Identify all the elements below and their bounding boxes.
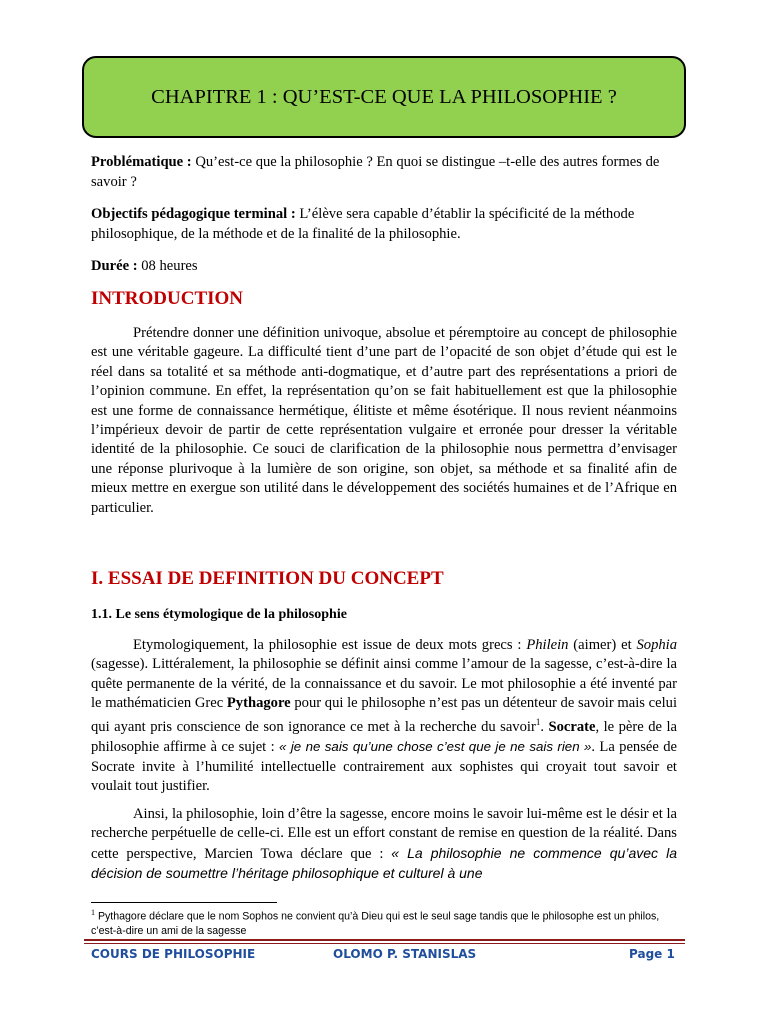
section-1-paragraph-1: Etymologiquement, la philosophie est issue de deux mots grecs : Philein (aimer) et Sophia (sagesse). Littéralement, la philosophie se définit ainsi comme l’amour de la sagesse, c’est-à-dire la quête permanente de la vérité, de la connaissance et du savoir. Le mot philosophie a été inventé par le mathématicien Grec Pythagore pour qui le philosophe n’est pas un détenteur de savoir mais celui qui ayant pris conscience de son ignorance ce met à la recherche du savoir$^1$. Socrate, le père de la philosophie affirme à ce sujet : « je ne sais qu’une chose c’est que je ne sais rien ». La pensée de Socrate invite à l’humilité intellectuelle contrairement aux sophistes qui croyait tout savoir et voulait tout justifier.	[91, 637, 678, 794]
section-1-1-subheading: 1.1. Le sens étymologique de la philosophie	[91, 607, 347, 622]
objectifs	[91, 205, 677, 244]
footnote-marker: 1	[91, 908, 95, 917]
footer-page-number: Page 1	[629, 947, 675, 961]
duree-label: Durée :	[91, 258, 138, 274]
duree-text: 08 heures	[137, 258, 198, 274]
section-1-heading: I. ESSAI DE DEFINITION DU CONCEPT	[91, 568, 444, 589]
name-pythagore: Pythagore	[226, 694, 291, 711]
objectifs-text: L’élève sera capable d’établir la spécificité de la méthode philosophique, de la méthode et de la finalité de la philosophie.	[91, 206, 635, 242]
name-socrate: Socrate	[548, 719, 596, 736]
socrate-quote: « je ne sais qu’une chose c’est que je ne sais rien »	[279, 739, 592, 755]
duree	[91, 257, 677, 277]
footer-rule-thick	[84, 939, 685, 941]
chapter-title-box	[82, 56, 686, 138]
towa-quote: « La philosophie ne commence qu’avec la décision de soumettre l’héritage philosophique et culturel à une	[91, 844, 677, 881]
section-1-paragraph-2: Ainsi, la philosophie, loin d’être la sagesse, encore moins le savoir lui-même est le désir et la recherche perpétuelle de celle-ci. Elle est un effort constant de remise en question de la réalité. Dans cette perspective, Marcien Towa déclare que : « La philosophie ne commence qu’avec la décision de soumettre l’héritage philosophique et culturel à une	[91, 806, 677, 881]
introduction-paragraph: Prétendre donner une définition univoque, absolue et péremptoire au concept de philosophie est une véritable gageure. La difficulté tient d’une part de l’opacité de son objet d’étude qui est le réel dans sa totalité et sa méthode anti-dogmatique, et d’autre part des représentations a priori de l’opinion commune. En effet, la représentation qu’on se fait habituellement est que la philosophie est une forme de connaissance hermétique, élitiste et même ésotérique. Il nous revient néanmoins l’impérieux devoir de partir de cette représentation vulgaire et erronée pour dresser la véritable identité de la philosophie. Ce souci de clarification de la philosophie nous permettra d’envisager une réponse plurivoque à la lumière de son origine, son objet, sa méthode et sa finalité afin de mieux mettre en exergue son utilité dans le développement des sociétés humaines et de l’Afrique en particulier.	[91, 325, 677, 516]
footer-rule-thin	[84, 943, 685, 944]
footnote-ref: 1	[535, 717, 541, 728]
problematique-text: Qu’est-ce que la philosophie ? En quoi se distingue –t-elle des autres formes de savoir ?	[91, 154, 660, 190]
term-sophia: Sophia	[636, 637, 678, 653]
introduction-heading: INTRODUCTION	[91, 288, 244, 309]
footnote-text: Pythagore déclare que le nom Sophos ne convient qu’à Dieu qui est le seul sage tandis que le philosophe est un philos, c’est-à-dire un ami de la sagesse	[91, 910, 660, 937]
problematique-label: Problématique :	[91, 154, 192, 170]
footer-author: OLOMO P. STANISLAS	[333, 947, 477, 961]
objectifs-label: Objectifs pédagogique terminal :	[91, 206, 296, 222]
chapter-title: CHAPITRE 1 : QU’EST-CE QUE LA PHILOSOPHIE ?	[151, 85, 617, 108]
footer-course: COURS DE PHILOSOPHIE	[91, 947, 256, 961]
problematique	[91, 153, 677, 192]
footnote-separator	[91, 902, 277, 903]
term-philein: Philein	[526, 637, 569, 653]
footnote	[91, 906, 681, 938]
